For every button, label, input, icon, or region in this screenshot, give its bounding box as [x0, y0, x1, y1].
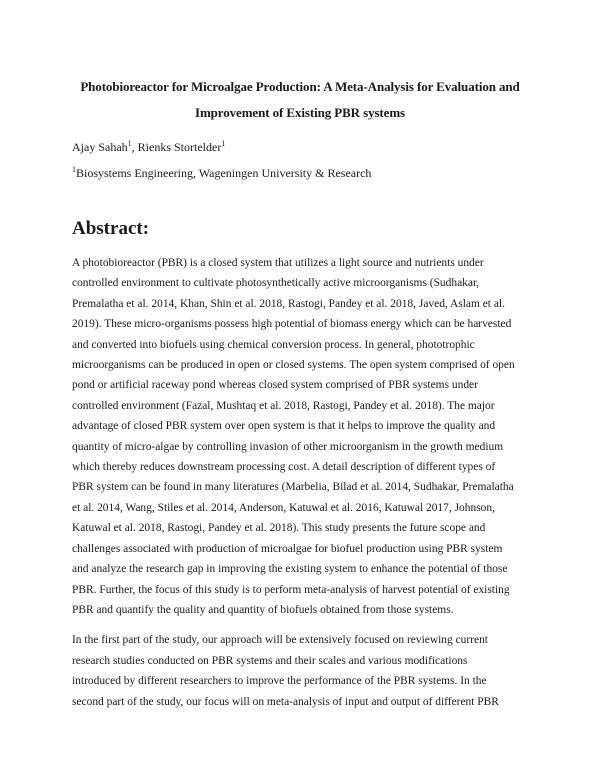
paragraph-line: which thereby reduces downstream processing cost. A detail description of different types of	[72, 461, 496, 474]
affiliation-text: Biosystems Engineering, Wageningen University & Research	[76, 166, 372, 180]
title-line: Improvement of Existing PBR systems	[194, 105, 406, 120]
paragraph-line: and analyze the research gap in improving the existing system to enhance the potential of those	[72, 563, 508, 576]
paragraph-line: introduced by different researchers to improve the performance of the PBR systems. In the	[72, 675, 487, 688]
affiliation	[72, 164, 528, 182]
paragraph-line: PBR system can be found in many literatures (Marbelia, Bilad et al. 2014, Sudhakar, Premalatha	[72, 481, 514, 494]
paragraph-line: second part of the study, our focus will on meta-analysis of input and output of different PBR	[72, 695, 499, 708]
paragraph-line: research studies conducted on PBR systems and their scales and various modifications	[72, 654, 468, 667]
paragraph-line: In the first part of the study, our approach will be extensively focused on reviewing current	[72, 634, 488, 647]
paragraph-line: controlled environment (Fazal, Mushtaq et al. 2018, Rastogi, Pandey et al. 2018). The major	[72, 399, 495, 412]
paper-title	[72, 74, 528, 126]
paragraph-line: controlled environment to cultivate photosynthetically active microorganisms (Sudhakar,	[72, 277, 480, 290]
paragraph-line: microorganisms can be produced in open or closed systems. The open system comprised of open	[72, 359, 515, 372]
abstract-heading: Abstract:	[72, 218, 150, 239]
author-separator: ,	[131, 140, 138, 154]
author-affiliation-mark: 1	[127, 139, 132, 148]
abstract-paragraph	[72, 253, 528, 620]
paragraph-line: quantity of micro-algae by controlling invasion of other microorganism in the growth medium	[72, 440, 504, 453]
paragraph-line: advantage of closed PBR system over open system is that it helps to improve the quality and	[72, 420, 496, 433]
paragraph-line: Katuwal et al. 2018, Rastogi, Pandey et al. 2018). This study presents the future scope and	[72, 522, 486, 535]
author-affiliation-mark: 1	[221, 139, 226, 148]
title-line: Photobioreactor for Microalgae Production: A Meta-Analysis for Evaluation and	[80, 79, 520, 94]
paragraph-line: 2019). These micro-organisms possess high potential of biomass energy which can be harvested	[72, 318, 512, 331]
paragraph-line: pond or artificial raceway pond whereas closed system comprised of PBR systems under	[72, 379, 478, 392]
paragraph-line: challenges associated with production of microalgae for biofuel production using PBR system	[72, 542, 503, 555]
affiliation-mark: 1	[72, 165, 76, 174]
author-name: Rienks Stortelder	[137, 140, 222, 154]
paragraph-line: and converted into biofuels using chemical conversion process. In general, phototrophic	[72, 338, 475, 351]
author-name: Ajay Sahah	[72, 140, 128, 154]
paragraph-line: Premalatha et al. 2014, Khan, Shin et al. 2018, Rastogi, Pandey et al. 2018, Javed, Aslam et al.	[72, 297, 505, 310]
paragraph-line: A photobioreactor (PBR) is a closed system that utilizes a light source and nutrients under	[72, 257, 484, 269]
abstract-body	[72, 253, 528, 712]
paragraph-line: PBR. Further, the focus of this study is to perform meta-analysis of harvest potential of existing	[72, 583, 510, 596]
abstract-paragraph	[72, 630, 528, 712]
author-list	[72, 138, 528, 156]
paragraph-line: PBR and quantify the quality and quantity of biofuels obtained from those systems.	[72, 603, 454, 616]
paragraph-line: et al. 2014, Wang, Stiles et al. 2014, Anderson, Katuwal et al. 2016, Katuwal 2017, Johnson,	[72, 501, 495, 514]
